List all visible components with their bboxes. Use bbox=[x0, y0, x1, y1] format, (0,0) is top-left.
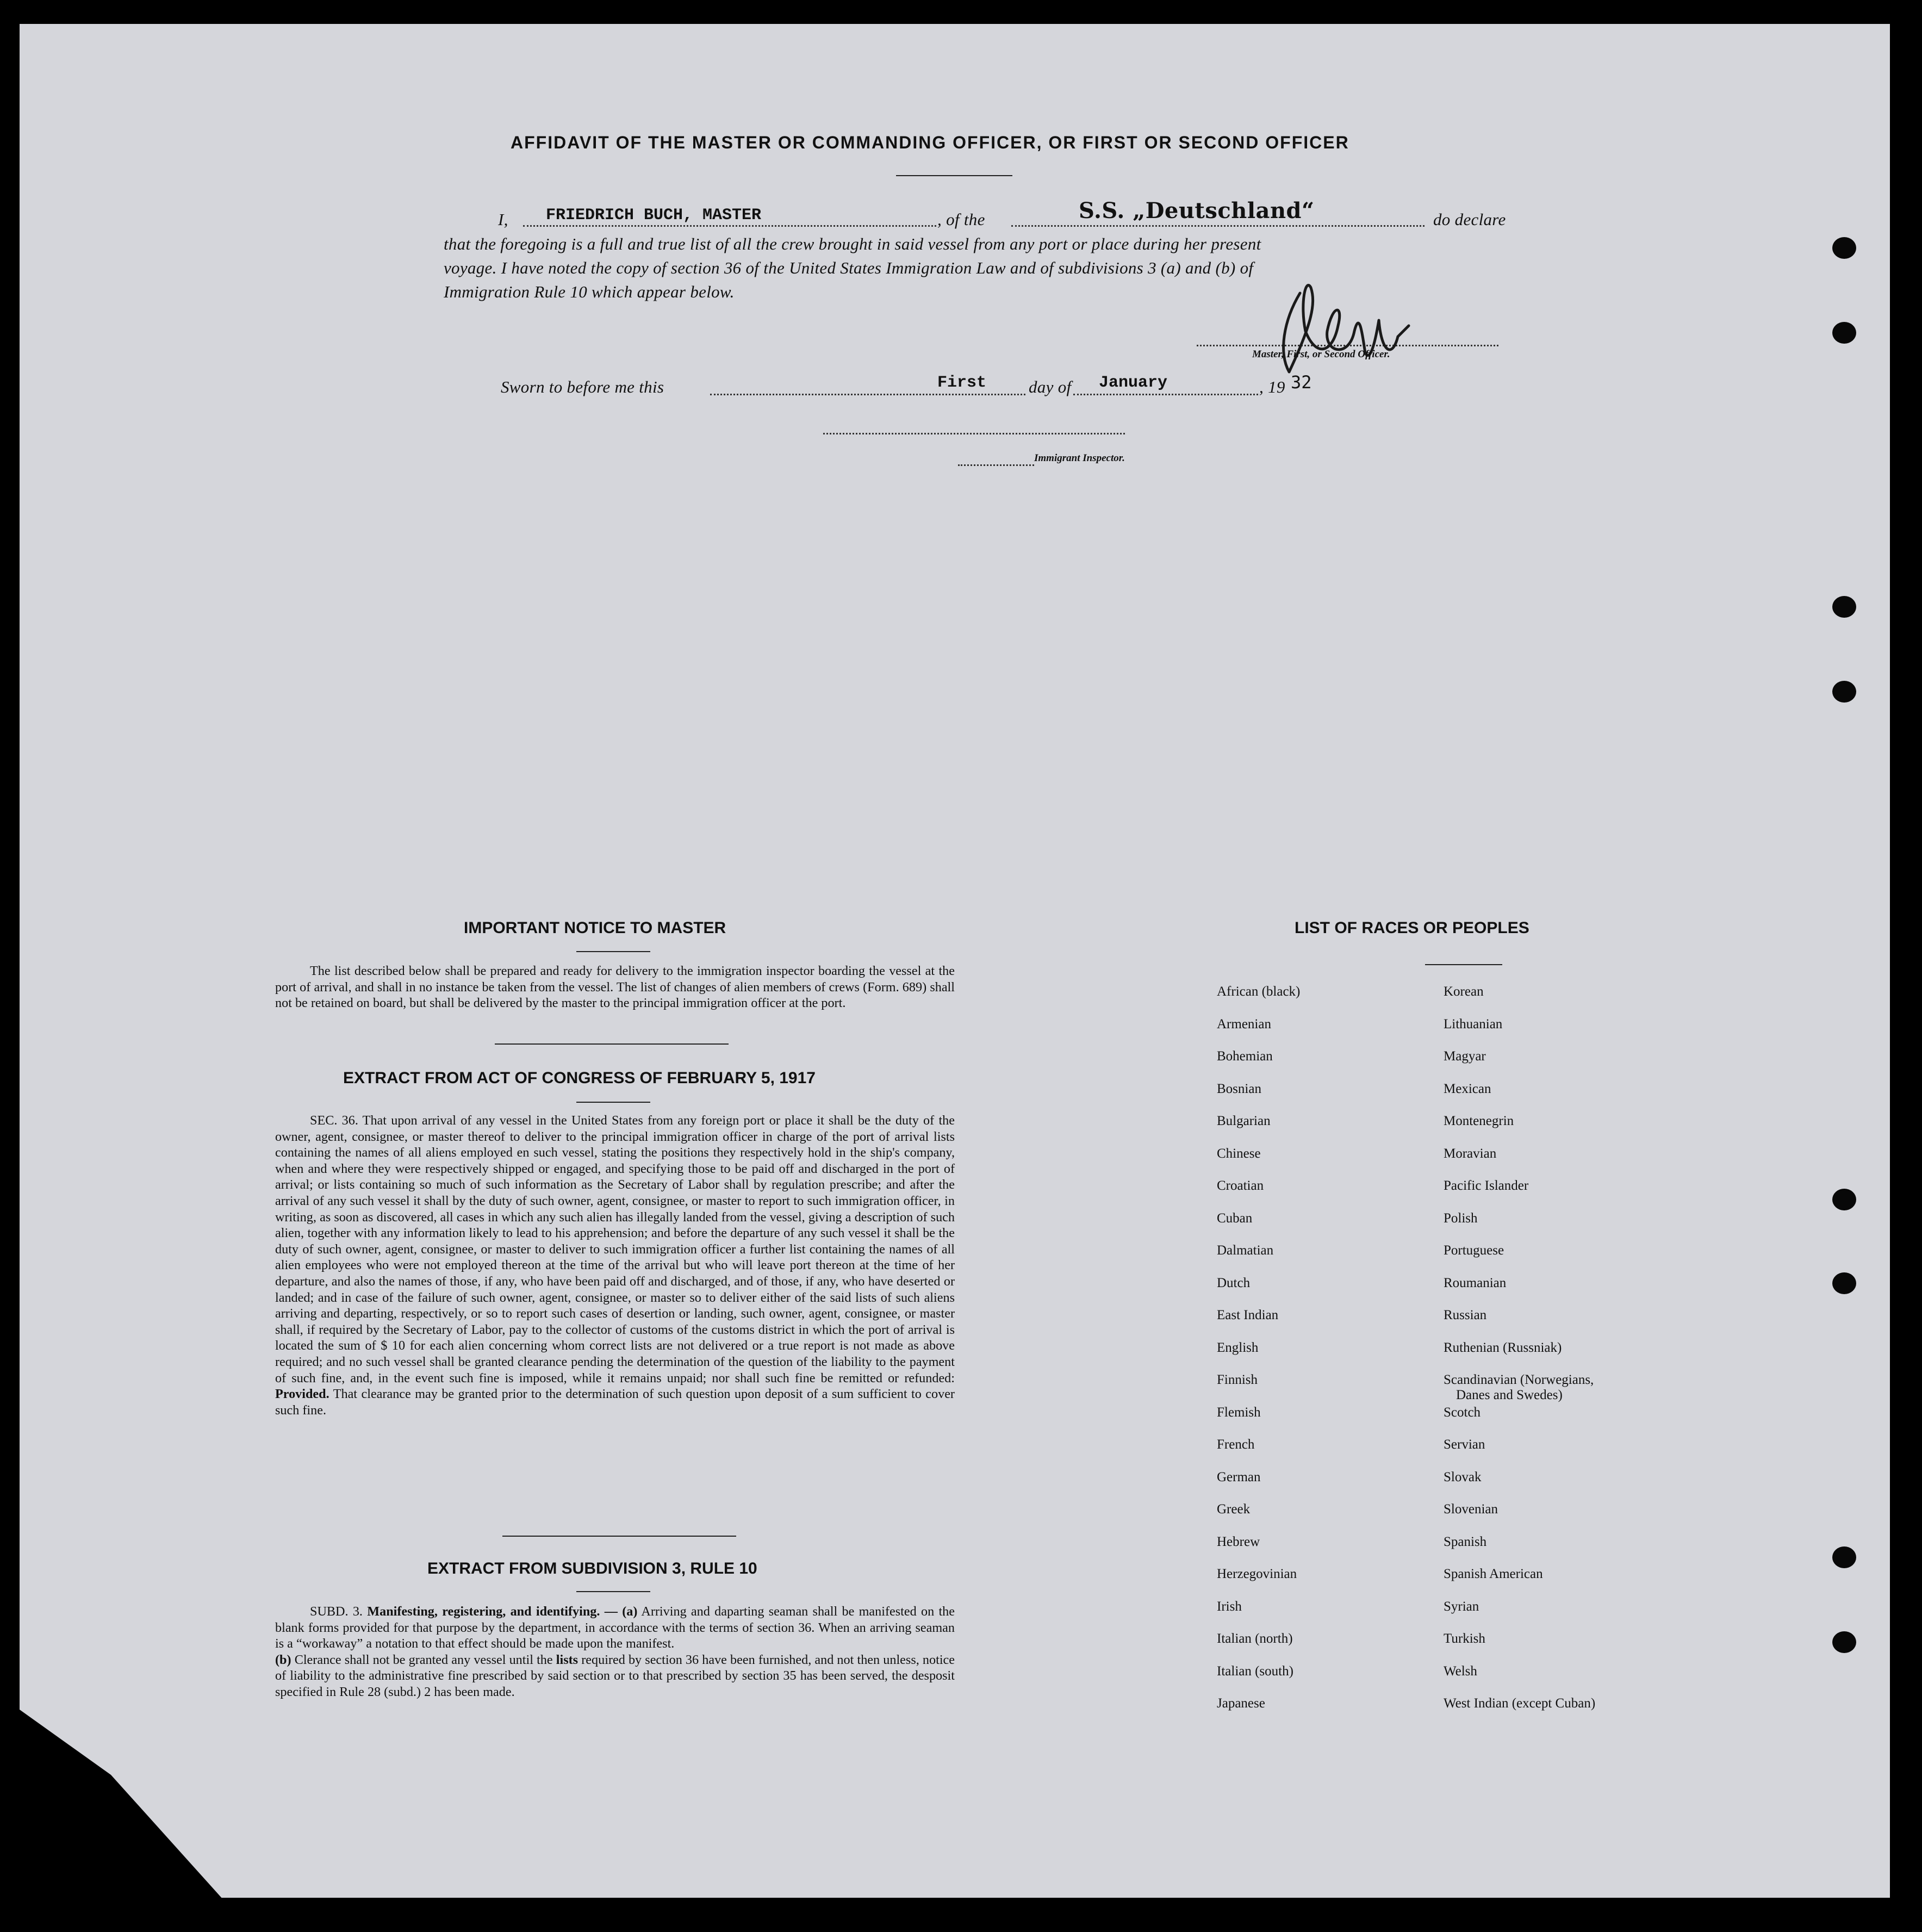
race-item: Cuban bbox=[1217, 1211, 1253, 1226]
rule10-title-underline bbox=[576, 1591, 650, 1592]
rule10-paragraph-a bbox=[275, 1604, 955, 1652]
punch-hole bbox=[1832, 596, 1856, 618]
punch-hole bbox=[1832, 1189, 1856, 1210]
signature-caption: Master, First, or Second Officer. bbox=[1252, 349, 1390, 360]
punch-hole bbox=[1832, 322, 1856, 344]
notice-divider bbox=[495, 1043, 729, 1045]
day-of-label: day of bbox=[1029, 377, 1072, 396]
rule10-paragraph-b bbox=[275, 1652, 955, 1700]
race-item: Ruthenian (Russniak) bbox=[1444, 1340, 1562, 1355]
races-title: LIST OF RACES OR PEOPLES bbox=[1295, 919, 1529, 937]
race-item: Irish bbox=[1217, 1599, 1242, 1614]
rule10-text bbox=[275, 1604, 955, 1700]
race-item: Slovak bbox=[1444, 1470, 1482, 1484]
sworn-month-line bbox=[1073, 394, 1258, 395]
act-divider bbox=[502, 1536, 736, 1537]
race-item: Hebrew bbox=[1217, 1535, 1260, 1549]
race-item: Dalmatian bbox=[1217, 1243, 1274, 1258]
affidavit-i-label: I, bbox=[498, 210, 508, 229]
race-item: Chinese bbox=[1217, 1146, 1261, 1161]
race-item: Italian (south) bbox=[1217, 1664, 1293, 1679]
race-item: Slovenian bbox=[1444, 1502, 1498, 1517]
race-item: Armenian bbox=[1217, 1017, 1271, 1032]
subd-label: SUBD. 3. bbox=[310, 1604, 363, 1619]
race-item: Scotch bbox=[1444, 1405, 1481, 1420]
race-item: Turkish bbox=[1444, 1631, 1485, 1646]
race-item: Roumanian bbox=[1444, 1276, 1507, 1290]
punch-hole bbox=[1832, 1546, 1856, 1568]
master-name: FRIEDRICH BUCH, MASTER bbox=[546, 206, 762, 225]
punch-hole bbox=[1832, 1631, 1856, 1653]
race-item-continuation: Danes and Swedes) bbox=[1456, 1388, 1563, 1402]
sworn-month: January bbox=[1099, 374, 1168, 392]
race-item: Pacific Islander bbox=[1444, 1178, 1529, 1193]
race-item: Portuguese bbox=[1444, 1243, 1504, 1258]
race-item: Bosnian bbox=[1217, 1082, 1261, 1096]
race-item: Lithuanian bbox=[1444, 1017, 1503, 1032]
vessel-name-stamp: S.S. „Deutschland“ bbox=[1079, 198, 1315, 223]
master-name-line bbox=[523, 225, 936, 227]
punch-hole bbox=[1832, 681, 1856, 703]
sworn-day: First bbox=[937, 374, 987, 392]
affidavit-line-4: Immigration Rule 10 which appear below. bbox=[444, 282, 735, 301]
race-item: Syrian bbox=[1444, 1599, 1479, 1614]
sworn-label: Sworn to before me this bbox=[501, 377, 664, 396]
affidavit-line-3: voyage. I have noted the copy of section 36 of the United States Immigration Law and of subdivisions 3 (a) and (b) of bbox=[444, 258, 1254, 277]
race-item: Spanish American bbox=[1444, 1567, 1543, 1581]
race-item: East Indian bbox=[1217, 1308, 1279, 1322]
subd-b-lists: lists bbox=[556, 1652, 579, 1667]
manifest-page bbox=[20, 24, 1890, 1898]
act-text-main: SEC. 36. That upon arrival of any vessel in the United States from any foreign port or place it shall be the duty of the owner, agent, consignee, or master thereof to deliver to the principal immigration officer in charge of the port of arrival lists containing the names of all aliens employed en such vessel, stating the positions they respectively hold in the ship's company, when and where they were respectively shipped or engaged, and specifying those to be paid off and discharged in the port of arrival; or lists containing so much of such information as the Secretary of Labor shall by regulation prescribe; and after the arrival of any such vessel it shall by the duty of such owner, agent, consignee, or master to report to such immigration officer, in writing, as soon as discovered, all cases in which any such alien has illegally landed from the vessel, giving a description of such alien, together with any information likely to lead to his apprehension; and before the departure of any such vessel it shall be the duty of such owner, agent, consignee, or master to deliver to such immigration officer a further list containing the names of all alien employees who were not employed thereon at the time of the arrival but who will leave port thereon at the time of her departure, and also the names of those, if any, who have been paid off and discharged, and of those, if any, who have deserted or landed; and in case of the failure of such owner, agent, consignee, or master so to deliver either of the said lists of such aliens arriving and departing, respectively, or so to report such cases of desertion or landing, such owner, agent, consignee, or master shall, if required by the Secretary of Labor, pay to the collector of customs of the customs district in which the port of arrival is located the sum of $ 10 for each alien concerning whom correct lists are not delivered or a true report is not made as above required; and no such vessel shall be granted clearance pending the determination of the question of the liability to the payment of such fine, and, in the event such fine is imposed, while it remains unpaid; nor shall such fine be remitted or refunded: bbox=[275, 1113, 955, 1386]
race-item: Greek bbox=[1217, 1502, 1251, 1517]
act-text bbox=[275, 1113, 955, 1418]
race-item: Scandinavian (Norwegians, bbox=[1444, 1372, 1594, 1387]
punch-hole bbox=[1832, 1272, 1856, 1294]
affidavit-title: AFFIDAVIT OF THE MASTER OR COMMANDING OFFICER, OR FIRST OR SECOND OFFICER bbox=[511, 133, 1349, 152]
race-item: Dutch bbox=[1217, 1276, 1251, 1290]
race-item: English bbox=[1217, 1340, 1259, 1355]
inspector-signature-line bbox=[823, 433, 1125, 434]
race-item: Russian bbox=[1444, 1308, 1487, 1322]
inspector-caption-line bbox=[958, 464, 1034, 466]
sworn-day-line bbox=[710, 394, 1025, 395]
subd-b-label: (b) bbox=[275, 1652, 291, 1667]
punch-hole bbox=[1832, 237, 1856, 259]
race-item: Polish bbox=[1444, 1211, 1478, 1226]
act-paragraph bbox=[275, 1113, 955, 1418]
race-item: Bohemian bbox=[1217, 1049, 1273, 1064]
of-the-label: , of the bbox=[937, 210, 985, 229]
race-item: Korean bbox=[1444, 984, 1484, 999]
year-suffix: 32 bbox=[1291, 372, 1312, 393]
race-item: German bbox=[1217, 1470, 1261, 1484]
vessel-name-line bbox=[1011, 225, 1425, 227]
notice-text bbox=[275, 963, 955, 1011]
race-item: Japanese bbox=[1217, 1696, 1265, 1711]
race-item: Italian (north) bbox=[1217, 1631, 1293, 1646]
race-item: Moravian bbox=[1444, 1146, 1497, 1161]
notice-title: IMPORTANT NOTICE TO MASTER bbox=[464, 919, 726, 937]
title-underline bbox=[896, 175, 1012, 176]
race-item: Servian bbox=[1444, 1437, 1485, 1452]
races-title-underline bbox=[1425, 964, 1502, 965]
act-title-underline bbox=[576, 1102, 650, 1103]
race-item: French bbox=[1217, 1437, 1255, 1452]
rule10-title: EXTRACT FROM SUBDIVISION 3, RULE 10 bbox=[427, 1560, 757, 1577]
race-item: Croatian bbox=[1217, 1178, 1264, 1193]
race-item: Magyar bbox=[1444, 1049, 1486, 1064]
race-item: African (black) bbox=[1217, 984, 1301, 999]
folded-corner bbox=[20, 1710, 248, 1898]
subd-a-text: Arriving and daparting seaman shall be manifested on the blank forms provided for that purpose by the department, in accordance with the terms of section 36. When an arriving seaman is a “workaway” a notation to that effect should be made upon the manifest. bbox=[275, 1604, 955, 1651]
race-item: Finnish bbox=[1217, 1372, 1258, 1387]
race-item: Mexican bbox=[1444, 1082, 1491, 1096]
race-item: Bulgarian bbox=[1217, 1114, 1271, 1128]
race-item: Montenegrin bbox=[1444, 1114, 1514, 1128]
affidavit-line-2: that the foregoing is a full and true list of all the crew brought in said vessel from any port or place during her present bbox=[444, 234, 1261, 253]
notice-title-underline bbox=[576, 951, 650, 952]
act-title: EXTRACT FROM ACT OF CONGRESS OF FEBRUARY 5, 1917 bbox=[343, 1069, 816, 1087]
race-item: Welsh bbox=[1444, 1664, 1477, 1679]
master-signature bbox=[1267, 271, 1430, 380]
do-declare-label: do declare bbox=[1433, 210, 1506, 229]
notice-paragraph: The list described below shall be prepared and ready for delivery to the immigration inspector boarding the vessel at the port of arrival, and shall in no instance be taken from the vessel. The list of changes of alien members of crews (Form. 689) shall not be retained on board, but shall be delivered by the master to the principal immigration officer at the port. bbox=[275, 964, 955, 1011]
subd-b-text-2: required by section 36 have been furnished, and not then unless, notice of liability to the administrative fine prescribed by said section or to that prescribed by section 35 has been served, the desposit specified in Rule 28 (subd.) 2 has been made. bbox=[275, 1652, 955, 1699]
race-item: Flemish bbox=[1217, 1405, 1261, 1420]
race-item: West Indian (except Cuban) bbox=[1444, 1696, 1596, 1711]
subd-b-text-1: Clerance shall not be granted any vessel until the bbox=[294, 1652, 553, 1667]
subd-a-label: — (a) bbox=[604, 1604, 638, 1619]
race-item: Spanish bbox=[1444, 1535, 1487, 1549]
subd-heading: Manifesting, registering, and identifying. bbox=[367, 1604, 600, 1619]
act-provided: Provided. bbox=[275, 1387, 329, 1402]
race-item: Herzegovinian bbox=[1217, 1567, 1297, 1581]
inspector-caption: Immigrant Inspector. bbox=[1034, 452, 1125, 464]
act-text-end: That clearance may be granted prior to the determination of such question upon deposit of a sum sufficient to cover such fine. bbox=[275, 1387, 955, 1418]
year-prefix: , 19 bbox=[1259, 377, 1285, 396]
